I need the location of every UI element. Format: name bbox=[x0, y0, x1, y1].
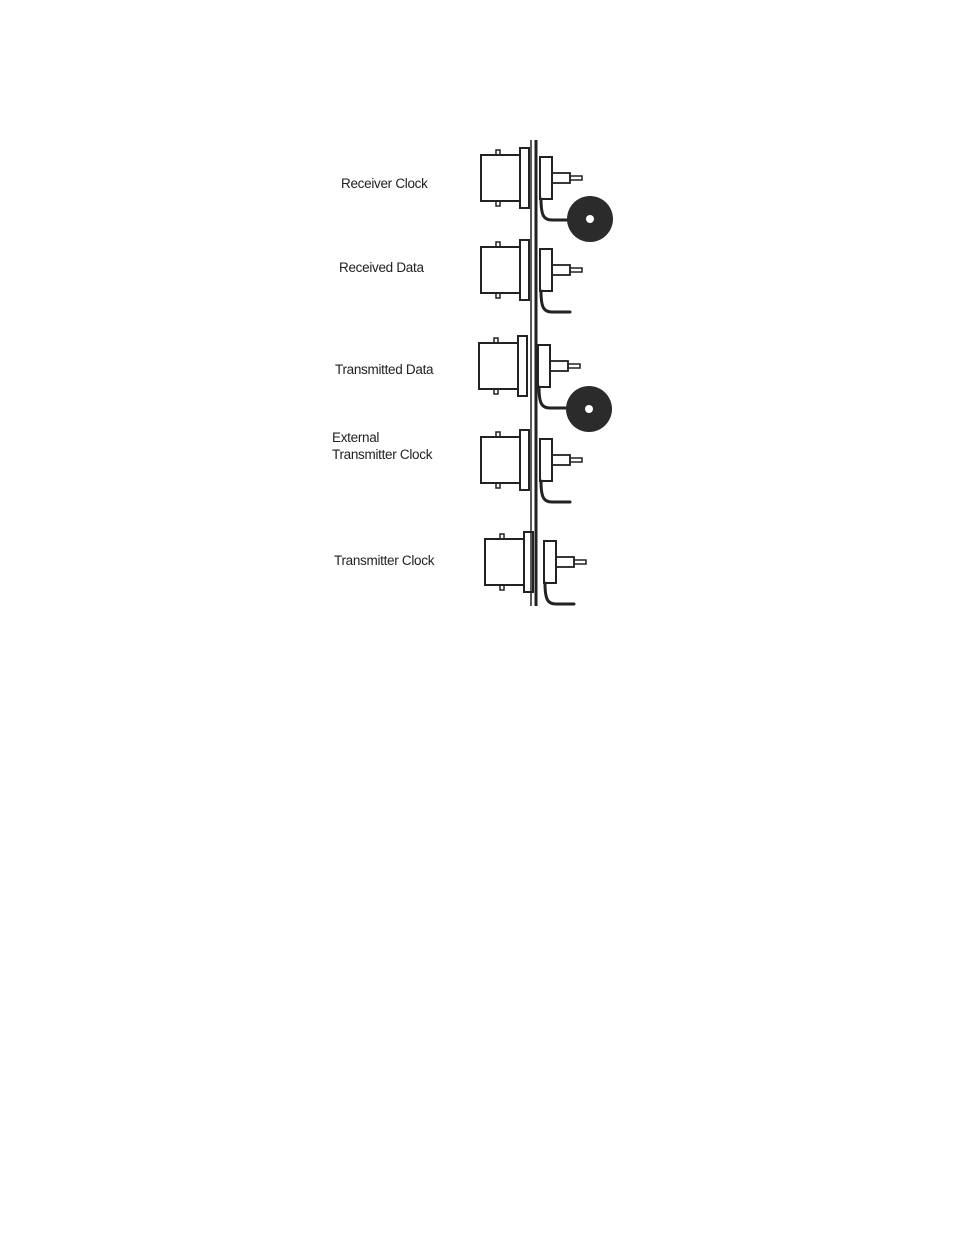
bayonet-pin-top bbox=[500, 534, 504, 539]
center-pin bbox=[568, 364, 580, 368]
center-pin bbox=[570, 176, 582, 180]
label-transmitter-clock: Transmitter Clock bbox=[334, 553, 435, 568]
center-pin bbox=[570, 458, 582, 462]
bayonet-pin-bottom bbox=[496, 293, 500, 298]
connector-flange bbox=[520, 430, 529, 490]
rear-nut bbox=[540, 249, 552, 291]
solder-cup bbox=[556, 557, 574, 567]
bayonet-pin-bottom bbox=[496, 483, 500, 488]
bayonet-pin-top bbox=[496, 150, 500, 155]
bayonet-pin-bottom bbox=[500, 585, 504, 590]
solder-cup bbox=[552, 265, 570, 275]
rear-nut bbox=[540, 157, 552, 199]
bayonet-pin-bottom bbox=[496, 201, 500, 206]
rear-nut bbox=[544, 541, 556, 583]
label-receiver-clock: Receiver Clock bbox=[341, 176, 428, 191]
label-transmitted-data: Transmitted Data bbox=[335, 362, 434, 377]
connector-flange bbox=[520, 240, 529, 300]
connector-body bbox=[481, 155, 520, 201]
ground-wire bbox=[545, 583, 574, 604]
connector-body bbox=[479, 343, 518, 389]
center-pin bbox=[574, 560, 586, 564]
connector-flange bbox=[520, 148, 529, 208]
solder-cup bbox=[552, 455, 570, 465]
rear-nut bbox=[538, 345, 550, 387]
ground-wire bbox=[539, 387, 568, 408]
rear-nut bbox=[540, 439, 552, 481]
label-received-data: Received Data bbox=[339, 260, 424, 275]
bayonet-pin-top bbox=[496, 242, 500, 247]
connector-flange bbox=[518, 336, 527, 396]
label-external-transmitter-clock: External Transmitter Clock bbox=[332, 430, 433, 462]
connector-body bbox=[485, 539, 524, 585]
ferrite-bead-hole bbox=[585, 405, 593, 413]
bayonet-pin-top bbox=[494, 338, 498, 343]
solder-cup bbox=[550, 361, 568, 371]
connector-body bbox=[481, 437, 520, 483]
ferrite-bead-hole bbox=[586, 215, 594, 223]
ground-wire bbox=[541, 199, 570, 220]
bnc-connector-receiver-clock bbox=[481, 148, 613, 242]
ground-wire bbox=[541, 481, 570, 502]
bayonet-pin-bottom bbox=[494, 389, 498, 394]
ground-wire bbox=[541, 291, 570, 312]
center-pin bbox=[570, 268, 582, 272]
solder-cup bbox=[552, 173, 570, 183]
bnc-connector-transmitted-data bbox=[479, 336, 612, 432]
bayonet-pin-top bbox=[496, 432, 500, 437]
connector-body bbox=[481, 247, 520, 293]
